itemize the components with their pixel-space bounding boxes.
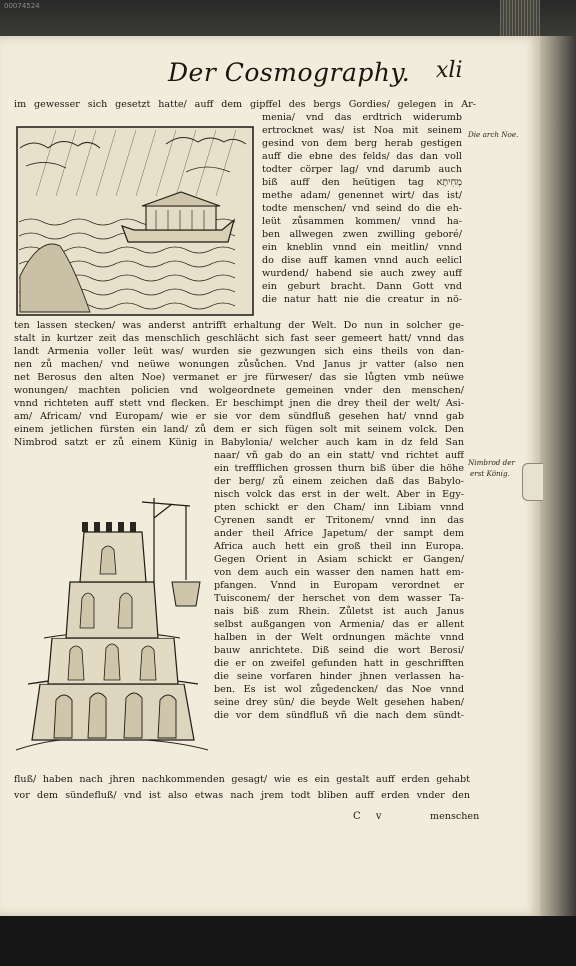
text-line: net Berosus den alten Noe) vermanet er jre fürweser/ das sie lůgten vmb neüwe xyxy=(14,372,464,383)
page-clip xyxy=(522,463,543,501)
image-id-label: 00074524 xyxy=(4,2,40,10)
text-line: im gewesser sich gesetzt hatte/ auff dem gipffel des bergs Gordies/ gelegen in Ar- xyxy=(14,99,476,110)
text-line: pfangen. Vnnd in Europam verordnet er xyxy=(214,580,464,591)
text-line: fluß/ haben nach jhren nachkommenden gesagt/ wie es ein gestalt auff erden gehabt xyxy=(14,774,470,785)
text-line: einem jetlichen fürsten ein land/ zů dem er sich fügen solt mit seinem volck. Den xyxy=(14,424,464,435)
text-line: ein treffflichen grossen thurn biß über die höhe xyxy=(214,463,464,474)
text-line: seine drey sün/ die beyde Welt gesehen haben/ xyxy=(214,697,464,708)
text-line: die vor dem sündfluß vñ die nach dem sündt- xyxy=(214,710,464,721)
text-line: die natur hatt nie die creatur in nö- xyxy=(262,294,462,305)
text-line: auff die ebne des felds/ das dan voll xyxy=(262,151,462,162)
text-line: pten schickt er den Cham/ inn Libiam vnnd xyxy=(214,502,464,513)
scanner-top-band xyxy=(0,0,576,36)
text-line: Cyrenen sandt er Tritonem/ vnnd inn das xyxy=(214,515,464,526)
text-line: Tuisconem/ der herschet von dem wasser Ta- xyxy=(214,593,464,604)
text-line: Africa auch hett ein groß theil inn Europa. xyxy=(214,541,464,552)
folio-number: xli xyxy=(436,58,463,83)
catchword: menschen xyxy=(430,811,480,822)
text-line: ertrocknet was/ ist Noa mit seinem xyxy=(262,125,462,136)
text-line: vor dem sündefluß/ vnd ist also etwas nach jrem todt bliben auff erden vnder den xyxy=(14,790,470,801)
text-line: todter cörper lag/ vnd darumb auch xyxy=(262,164,462,175)
text-line: der berg/ zů einem zeichen daß das Babylo- xyxy=(214,476,464,487)
text-line: do dise auff kamen vnnd auch eelicl xyxy=(262,255,462,266)
crane xyxy=(142,498,190,584)
text-line: landt Armenia voller leüt was/ wurden sie gezwungen sich eins theils von dan- xyxy=(14,346,464,357)
text-line: nen zů machen/ vnd neüwe wonungen zůsůchen. Vnd Janus jr vatter (also nen xyxy=(14,359,464,370)
text-line: halben in der Welt ordnungen mächte vnnd xyxy=(214,632,464,643)
text-line: ander theil Africe Japetum/ der sampt dem xyxy=(214,528,464,539)
margin-note-ark: Die arch Noe. xyxy=(468,130,519,139)
ark-woodcut-illustration xyxy=(16,126,254,316)
text-line: biß auff den heütigen tag מְחִיתָא xyxy=(262,177,462,188)
page-gutter-shadow xyxy=(540,36,576,916)
running-head: Der Cosmography. xyxy=(168,58,411,87)
margin-note-first-king: erst König. xyxy=(470,469,510,478)
text-line: naar/ vñ gab do an ein statt/ vnd richtet auff xyxy=(214,450,464,461)
text-line: wurdend/ habend sie auch zwey auff xyxy=(262,268,462,279)
text-line: ben allwegen zwen zwilling geboré/ xyxy=(262,229,462,240)
text-line: Nimbrod satzt er zů einem Künig in Babylonia/ welcher auch kam in dz feld San xyxy=(14,437,464,448)
tower-of-babel-woodcut-illustration xyxy=(14,488,210,756)
text-line: nisch volck das erst in der welt. Aber in Egy- xyxy=(214,489,464,500)
text-line: ein geburt bracht. Dann Gott vnd xyxy=(262,281,462,292)
text-line: leüt zůsammen kommen/ vnnd ha- xyxy=(262,216,462,227)
text-line: gesind von dem berg herab gestigen xyxy=(262,138,462,149)
text-line: bauw anrichtete. Diß seind die wort Berosi/ xyxy=(214,645,464,656)
text-line: vnnd richteten auff stett vnd flecken. Er beschimpt jnen die drey theil der welt/ Asi- xyxy=(14,398,464,409)
text-line: selbst außgangen von Armenia/ das er allent xyxy=(214,619,464,630)
text-line: von dem auch ein wasser den namen hatt em- xyxy=(214,567,464,578)
text-line: nais biß zum Rhein. Zůletst ist auch Janus xyxy=(214,606,464,617)
text-line: am/ Africam/ vnd Europam/ wie er sie vor dem sündfluß gesehen hat/ vnnd gab xyxy=(14,411,464,422)
scanner-bottom-band xyxy=(0,916,576,966)
text-line: die er on zweifel gefunden hatt in geschrifften xyxy=(214,658,464,669)
text-line: Gegen Orient in Asiam schickt er Gangen/ xyxy=(214,554,464,565)
text-line: die seine vorfaren hinder jhnen verlassen ha- xyxy=(214,671,464,682)
text-line: ben. Es ist wol zůgedencken/ das Noe vnnd xyxy=(214,684,464,695)
text-line: ten lassen stecken/ was anderst antrifft erhaltung der Welt. Do nun in solcher ge- xyxy=(14,320,464,331)
text-line: todte menschen/ vnd seind do die eh- xyxy=(262,203,462,214)
text-line: methe adam/ genennet wirt/ das ist/ xyxy=(262,190,462,201)
text-line: menia/ vnd das erdtrich widerumb xyxy=(262,112,462,123)
text-line: wonungen/ machten policien vnd wolgeordnete gemeinen vnder den menschen/ xyxy=(14,385,464,396)
text-line: ein kneblin vnnd ein meitlin/ vnnd xyxy=(262,242,462,253)
book-page-edges xyxy=(500,0,540,36)
margin-note-nimbrod: Nimbrod der xyxy=(468,458,515,467)
text-line: stalt in kurtzer zeit das menschlich geschlächt sich fast seer gemeert hatt/ vnnd das xyxy=(14,333,464,344)
signature-mark: C v xyxy=(353,811,388,822)
